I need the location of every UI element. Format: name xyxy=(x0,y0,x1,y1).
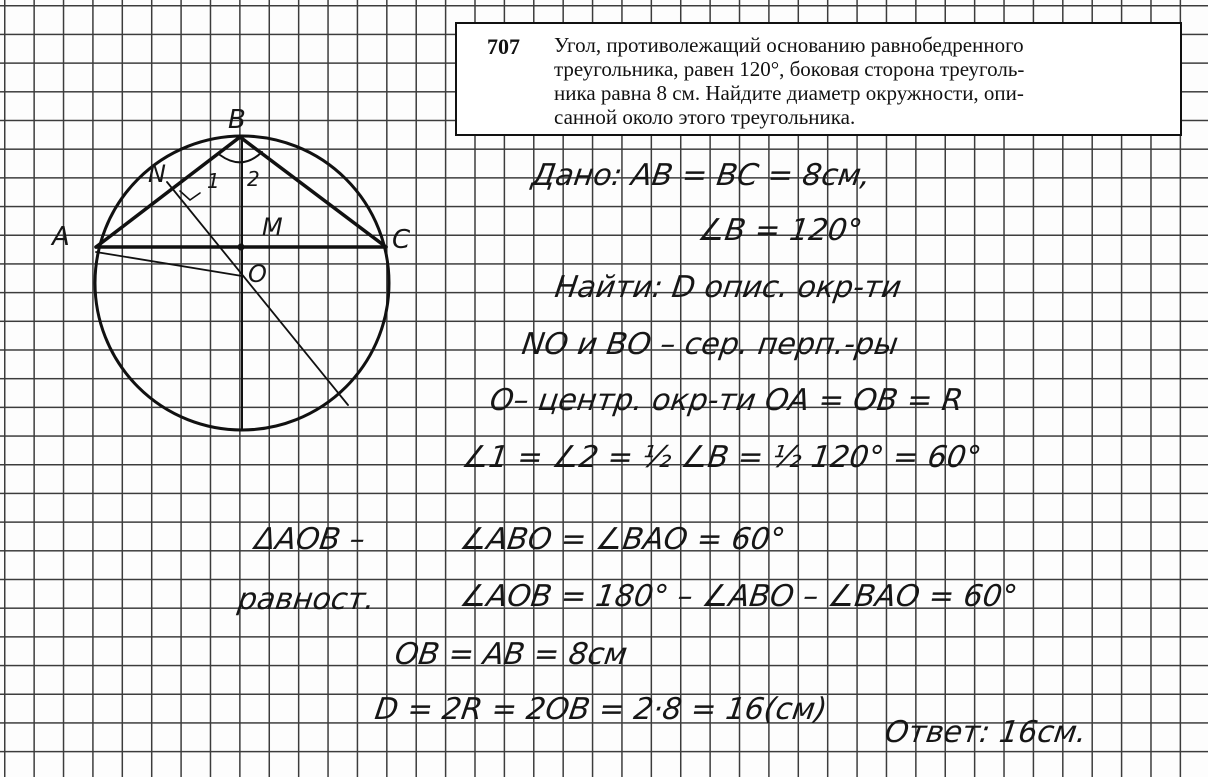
triangle-aob-line: ΔAOB – xyxy=(252,522,368,557)
problem-number: 707 xyxy=(487,34,520,59)
label-b: B xyxy=(228,105,246,135)
problem-text-line: ника равна 8 см. Найдите диаметр окружности, опи- xyxy=(554,81,1024,105)
base-angles-line: ∠ABO = ∠BAO = 60° xyxy=(457,522,788,557)
label-o: O xyxy=(248,260,267,288)
bisectors-line: NO и BO – сер. перп.-ры xyxy=(519,327,901,362)
problem-text-line: Угол, противолежащий основанию равнобедренного xyxy=(554,33,1024,57)
label-a: A xyxy=(52,222,70,252)
segment-ao xyxy=(96,252,242,276)
label-m: M xyxy=(262,213,283,241)
angles-equal-line: ∠1 = ∠2 = ½ ∠B = ½ 120° = 60° xyxy=(459,440,984,475)
right-angle-mark xyxy=(180,191,200,200)
center-line: O– центр. окр-ти OA = OB = R xyxy=(487,383,966,418)
label-angle-1: 1 xyxy=(207,169,220,193)
problem-text-line: треугольника, равен 120°, боковая сторона треуголь- xyxy=(554,57,1025,81)
answer-line: Ответ: 16см. xyxy=(882,715,1089,750)
find-line: Найти: D опис. окр-ти xyxy=(552,270,904,305)
perpendicular-bisector-no xyxy=(167,182,348,405)
label-n: N xyxy=(148,160,166,188)
equilateral-word: равност. xyxy=(235,582,378,617)
diameter-line: D = 2R = 2OB = 2·8 = 16(см) xyxy=(372,692,830,727)
given-line: Дано: AB = BC = 8см, xyxy=(529,158,873,193)
problem-text-line: санной около этого треугольника. xyxy=(554,105,856,129)
ob-equals-ab-line: OB = AB = 8см xyxy=(392,637,630,672)
point-m-dot xyxy=(238,244,245,251)
label-c: C xyxy=(392,225,411,255)
label-angle-2: 2 xyxy=(247,167,260,191)
given-angle-line: ∠B = 120° xyxy=(695,213,865,248)
angle-aob-line: ∠AOB = 180° – ∠ABO – ∠BAO = 60° xyxy=(457,579,1020,614)
